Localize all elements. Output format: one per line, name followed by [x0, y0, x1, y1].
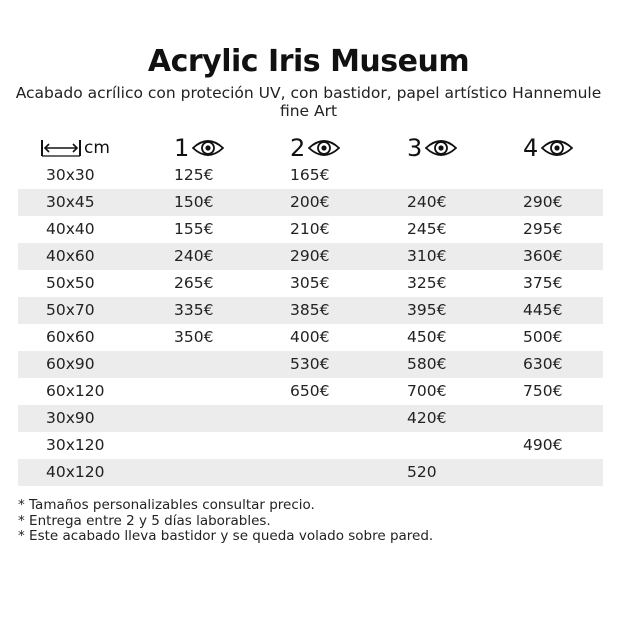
column-number: 2 [290, 134, 306, 162]
price-cell: 580€ [407, 355, 447, 373]
price-cell: 500€ [523, 328, 563, 346]
price-cell: 310€ [407, 247, 447, 265]
price-cell: 490€ [523, 436, 563, 454]
table-row [18, 297, 603, 324]
price-cell: 520 [407, 463, 437, 481]
column-header-3 [407, 134, 457, 162]
table-header [18, 134, 603, 162]
price-cell: 360€ [523, 247, 563, 265]
price-cell: 325€ [407, 274, 447, 292]
size-cell: 60x60 [46, 328, 95, 346]
footnote: * Tamaños personalizables consultar precio. [18, 497, 315, 513]
table-row [18, 405, 603, 432]
price-cell: 350€ [174, 328, 214, 346]
dimension-arrow-icon [40, 137, 82, 159]
table-row [18, 432, 603, 459]
size-cell: 30x90 [46, 409, 95, 427]
size-header [40, 137, 110, 159]
page-subtitle: Acabado acrílico con proteción UV, con bastidor, papel artístico Hannemule fine Art [15, 84, 602, 120]
price-cell: 295€ [523, 220, 563, 238]
column-header-4 [523, 134, 573, 162]
column-number: 1 [174, 134, 190, 162]
size-cell: 30x30 [46, 166, 95, 184]
column-header-2 [290, 134, 340, 162]
table-row [18, 378, 603, 405]
size-cell: 50x50 [46, 274, 95, 292]
price-cell: 305€ [290, 274, 330, 292]
size-cell: 40x120 [46, 463, 105, 481]
size-cell: 40x60 [46, 247, 95, 265]
price-cell: 420€ [407, 409, 447, 427]
eye-icon [192, 138, 224, 158]
footnotes [18, 498, 598, 545]
price-table [18, 134, 603, 486]
footnote: * Entrega entre 2 y 5 días laborables. [18, 512, 271, 529]
size-cell: 60x120 [46, 382, 105, 400]
price-cell: 335€ [174, 301, 214, 319]
price-cell: 400€ [290, 328, 330, 346]
price-cell: 265€ [174, 274, 214, 292]
eye-icon [425, 138, 457, 158]
page-title: Acrylic Iris Museum [147, 44, 470, 79]
table-row [18, 189, 603, 216]
eye-icon [541, 138, 573, 158]
price-cell: 200€ [290, 193, 330, 211]
table-row [18, 162, 603, 189]
price-cell: 290€ [523, 193, 563, 211]
price-cell: 240€ [174, 247, 214, 265]
table-row [18, 351, 603, 378]
price-cell: 445€ [523, 301, 563, 319]
eye-icon [308, 138, 340, 158]
table-row [18, 243, 603, 270]
table-row [18, 459, 603, 486]
price-cell: 240€ [407, 193, 447, 211]
size-cell: 30x120 [46, 436, 105, 454]
table-row [18, 270, 603, 297]
price-cell: 750€ [523, 382, 563, 400]
price-cell: 210€ [290, 220, 330, 238]
column-header-1 [174, 134, 224, 162]
footnote: * Este acabado lleva bastidor y se queda volado sobre pared. [18, 528, 434, 544]
price-cell: 450€ [407, 328, 447, 346]
size-cell: 60x90 [46, 355, 95, 373]
price-cell: 290€ [290, 247, 330, 265]
price-cell: 395€ [407, 301, 447, 319]
table-row [18, 324, 603, 351]
column-number: 3 [407, 134, 423, 162]
size-cell: 50x70 [46, 301, 95, 319]
price-cell: 650€ [290, 382, 330, 400]
price-cell: 165€ [290, 166, 330, 184]
size-unit-label: cm [84, 138, 110, 158]
price-cell: 630€ [523, 355, 563, 373]
price-cell: 245€ [407, 220, 447, 238]
price-cell: 155€ [174, 220, 214, 238]
price-cell: 530€ [290, 355, 330, 373]
price-cell: 150€ [174, 193, 214, 211]
price-cell: 375€ [523, 274, 563, 292]
price-cell: 125€ [174, 166, 214, 184]
size-cell: 40x40 [46, 220, 95, 238]
column-number: 4 [523, 134, 539, 162]
price-cell: 385€ [290, 301, 330, 319]
size-cell: 30x45 [46, 193, 95, 211]
table-row [18, 216, 603, 243]
price-cell: 700€ [407, 382, 447, 400]
